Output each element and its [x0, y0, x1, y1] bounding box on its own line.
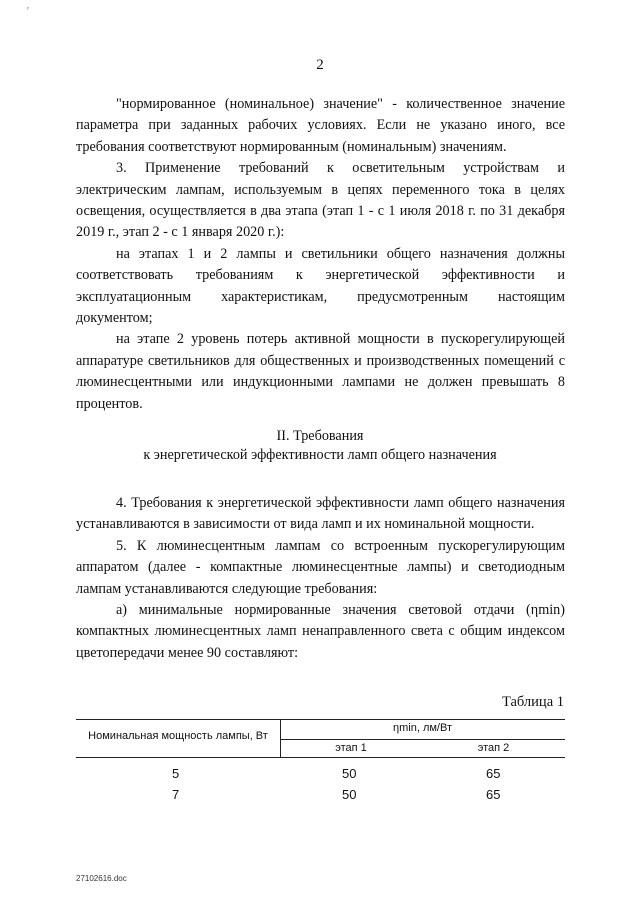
table-cell-stage-2: 65 — [486, 766, 501, 781]
table-rule-bottom — [76, 757, 565, 758]
section-heading-line-1: II. Требования — [276, 428, 364, 444]
table-header-efficiency: ηmin, лм/Вт — [392, 722, 452, 734]
table-rule-top — [76, 719, 565, 720]
paragraph-stage-2: на этапе 2 уровень потерь активной мощности в пускорегулирующей аппаратуре светильников для общественных и производственных помещений с люминесцентными или индукционными лампами не должен превышать 8 процентов. — [76, 331, 565, 412]
paragraph-definition: "нормированное (номинальное) значение" - количественное значение параметра при заданных рабочих условиях. Если не указано иного, все требования соответствуют нормированным (номинальным) значениям. — [76, 96, 565, 155]
table-cell-power: 5 — [172, 766, 180, 781]
table-row — [76, 787, 565, 807]
table-caption: Таблица 1 — [501, 694, 564, 710]
paragraph-5: 5. К люминесцентным лампам со встроенным пускорегулирующим аппаратом (далее - компактные люминесцентные лампы) и светодиодным лампам устанавливаются следующие требования: — [76, 537, 565, 597]
table-header-stage-2: этап 2 — [477, 742, 510, 754]
section-heading-line-2: к энергетической эффективности ламп общего назначения — [143, 447, 497, 463]
table-header-stage-1: этап 1 — [335, 742, 367, 754]
table-rule-middle — [280, 739, 565, 740]
table-row — [76, 766, 565, 786]
page-number: 2 — [316, 57, 324, 73]
paragraph-4: 4. Требования к энергетической эффективности ламп общего назначения устанавливаются в зависимости от вида ламп и их номинальной мощности. — [76, 495, 565, 533]
paragraph-3: 3. Применение требований к осветительным устройствам и электрическим лампам, используемым в цепях переменного тока в целях освещения, осуществляется в два этапа (этап 1 - с 1 июля 2018 г. по 31 декабря 2019 г., этап 2 - с 1 января 2020 г.): — [76, 160, 565, 241]
table-cell-stage-1: 50 — [342, 766, 357, 781]
text-block-2 — [76, 493, 565, 664]
table-cell-power: 7 — [172, 787, 180, 802]
text-block-1 — [76, 94, 565, 415]
file-name-footer: 27102616.doc — [76, 874, 127, 883]
paragraph-stages-1-2: на этапах 1 и 2 лампы и светильники общего назначения должны соответствовать требованиям к энергетической эффективности и эксплуатационным характеристикам, предусмотренным настоящим документом; — [76, 245, 565, 327]
corner-mark: ' — [27, 6, 29, 17]
table-cell-stage-1: 50 — [342, 787, 357, 802]
table-header-power: Номинальная мощность лампы, Вт — [88, 730, 268, 742]
table-cell-stage-2: 65 — [486, 787, 501, 802]
paragraph-5a: а) минимальные нормированные значения световой отдачи (ηmin) компактных люминесцентных ламп ненаправленного света с общим индексом цветопередачи менее 90 составляют: — [76, 602, 565, 661]
